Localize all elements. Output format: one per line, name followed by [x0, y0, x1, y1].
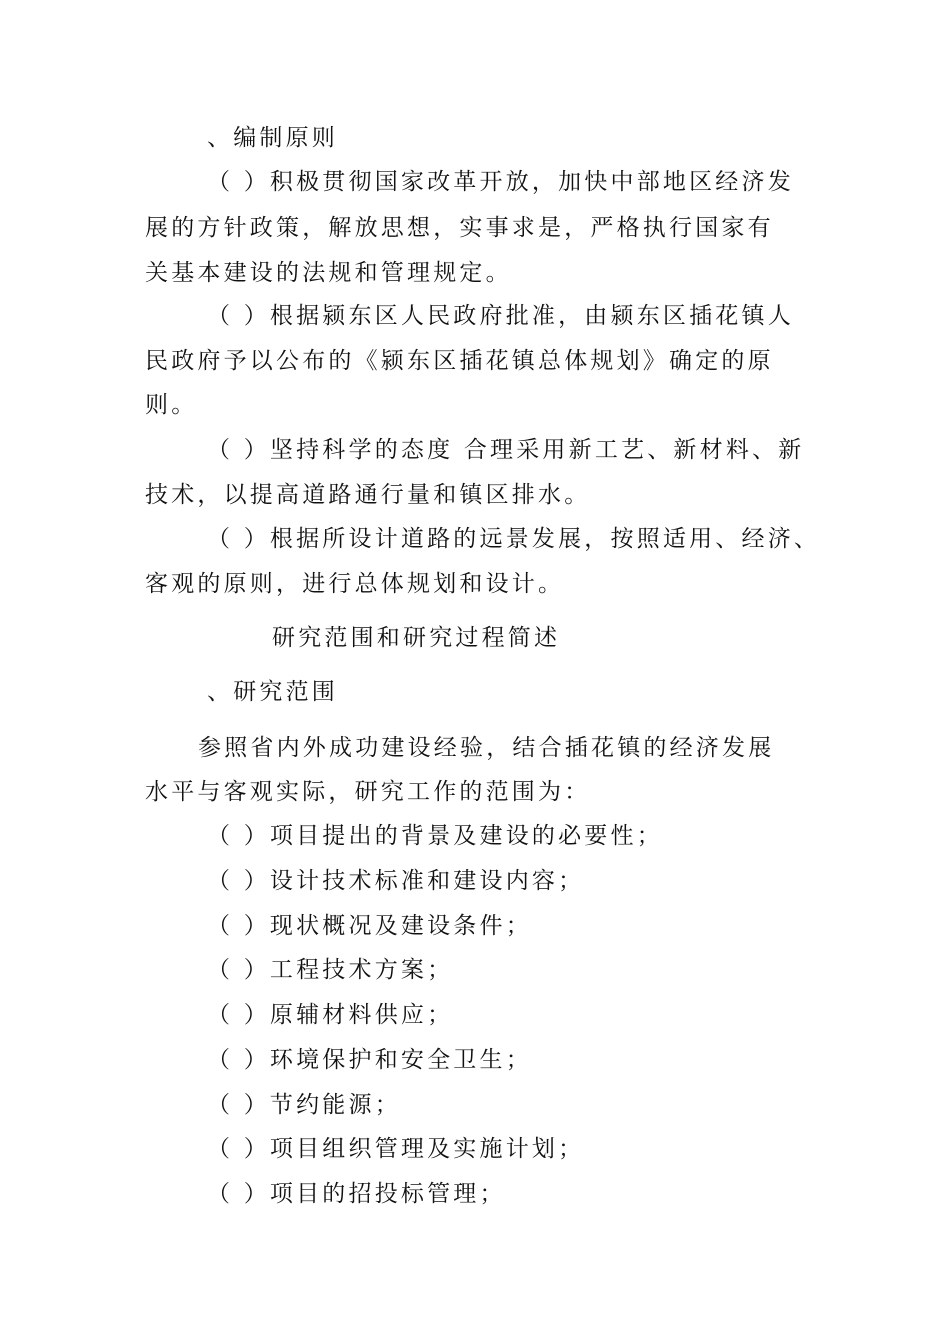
- scope-item: （ ）节约能源；: [207, 1092, 401, 1118]
- scope-item: （ ）项目的招投标管理；: [207, 1181, 506, 1207]
- section-heading-scope: 、研究范围: [207, 679, 338, 705]
- principle-2-line-3: 则。: [145, 392, 198, 418]
- principle-4-line-2: 客观的原则，进行总体规划和设计。: [145, 571, 565, 597]
- scope-item: （ ）原辅材料供应；: [207, 1002, 454, 1028]
- principle-3-line-1: （ ）坚持科学的态度 合理采用新工艺、新材料、新: [207, 437, 805, 463]
- scope-item: （ ）设计技术标准和建设内容；: [207, 868, 585, 894]
- scope-intro-line-2: 水平与客观实际，研究工作的范围为：: [145, 779, 591, 805]
- scope-intro-line-1: 参照省内外成功建设经验，结合插花镇的经济发展: [198, 735, 775, 761]
- principle-4-line-1: （ ）根据所设计道路的远景发展，按照适用、经济、: [207, 526, 821, 552]
- scope-item: （ ）环境保护和安全卫生；: [207, 1047, 532, 1073]
- principle-2-line-2: 民政府予以公布的《颍东区插花镇总体规划》确定的原: [145, 348, 774, 374]
- chapter-heading: 研究范围和研究过程简述: [272, 625, 561, 651]
- principle-2-line-1: （ ）根据颍东区人民政府批准，由颍东区插花镇人: [207, 303, 794, 329]
- scope-item: （ ）项目组织管理及实施计划；: [207, 1136, 585, 1162]
- principle-1-line-1: （ ）积极贯彻国家改革开放，加快中部地区经济发: [207, 169, 794, 195]
- section-heading-principles: 、编制原则: [207, 125, 338, 151]
- scope-item: （ ）项目提出的背景及建设的必要性；: [207, 823, 663, 849]
- principle-3-line-2: 技术，以提高道路通行量和镇区排水。: [145, 482, 591, 508]
- principle-1-line-3: 关基本建设的法规和管理规定。: [145, 260, 512, 286]
- scope-item: （ ）工程技术方案；: [207, 957, 454, 983]
- scope-item: （ ）现状概况及建设条件；: [207, 913, 532, 939]
- principle-1-line-2: 展的方针政策，解放思想，实事求是，严格执行国家有: [145, 215, 774, 241]
